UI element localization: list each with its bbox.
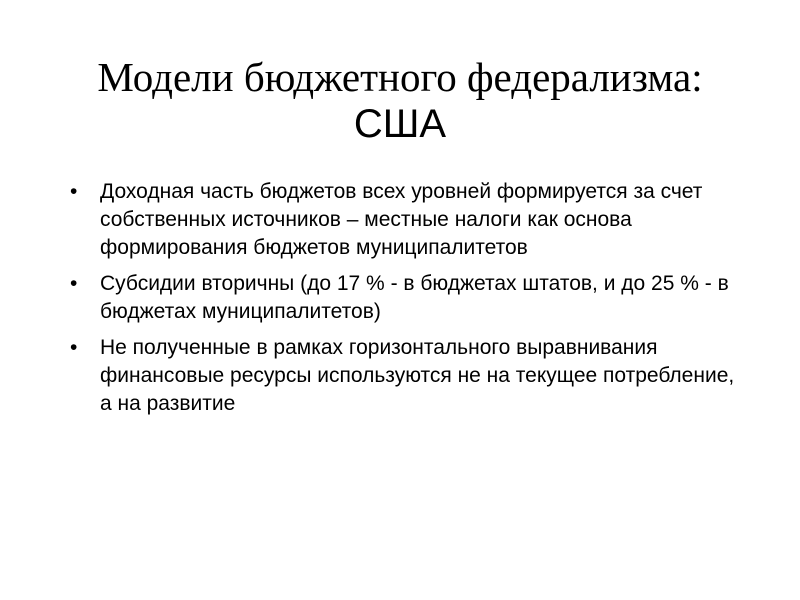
bullet-text-3: Не полученные в рамках горизонтального выравнивания финансовые ресурсы используются не на текущее потребление, а на развитие <box>100 336 735 415</box>
bullet-icon: • <box>70 180 78 203</box>
slide-title-line-2: США <box>353 102 447 146</box>
bullet-text-1: Доходная часть бюджетов всех уровней формируется за счет собственных источников – местные налоги как основа формирования бюджетов муниципалитетов <box>100 180 703 259</box>
bullet-item-3 <box>70 334 750 418</box>
slide-title <box>40 54 760 148</box>
bullet-item-2 <box>70 270 750 326</box>
bullet-item-1 <box>70 178 750 262</box>
slide-title-line-1: Модели бюджетного федерализма: <box>97 54 703 100</box>
bullet-text-2: Субсидии вторичны (до 17 % - в бюджетах штатов, и до 25 % - в бюджетах муниципалитетов) <box>100 272 729 323</box>
bullet-icon: • <box>70 272 78 295</box>
bullet-list <box>70 178 750 426</box>
bullet-icon: • <box>70 336 78 359</box>
